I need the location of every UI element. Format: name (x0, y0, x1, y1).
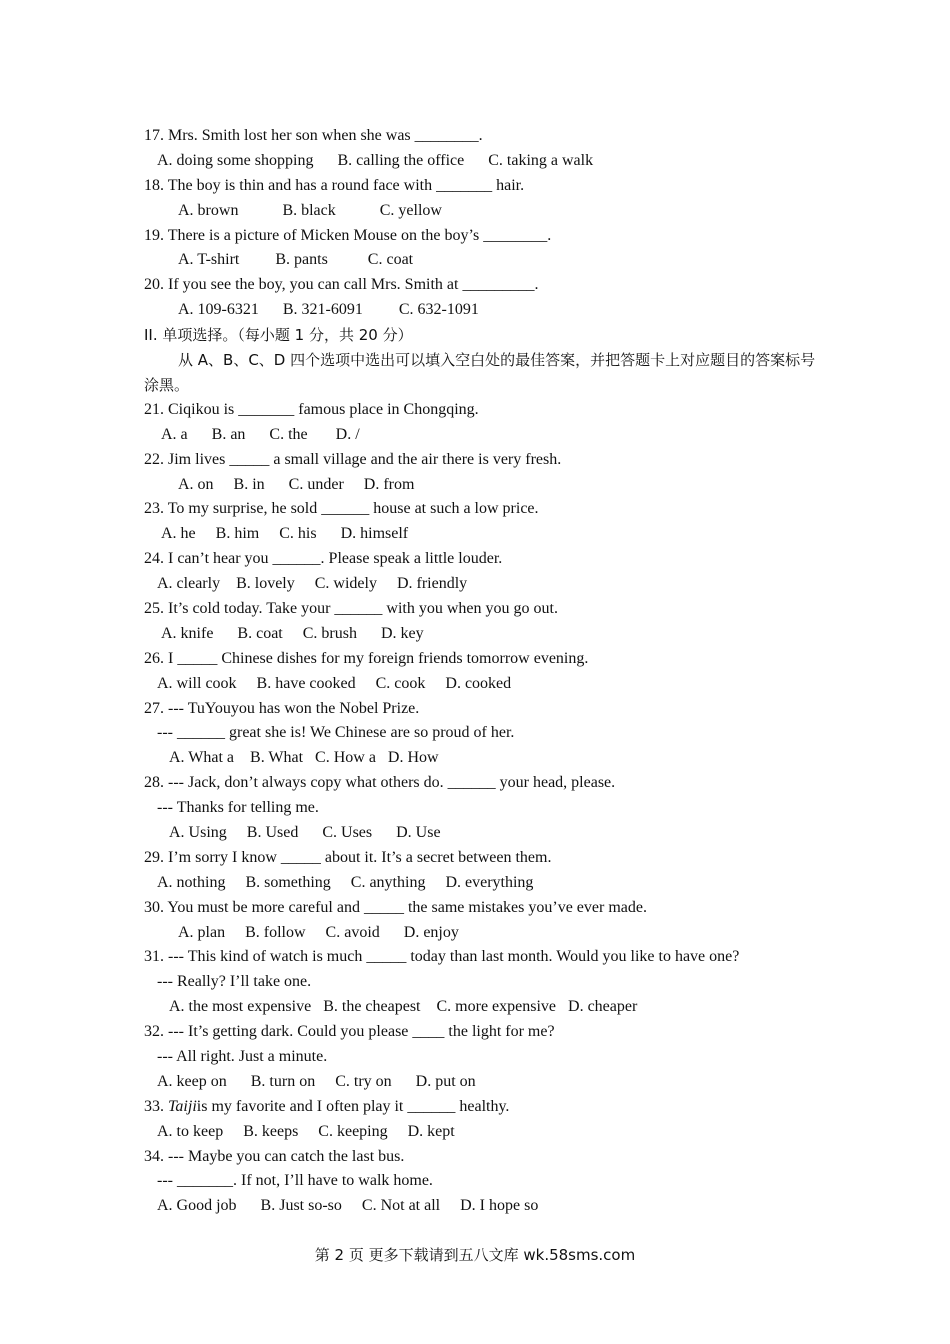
question-25-options: A. knife B. coat C. brush D. key (161, 624, 424, 642)
question-27-dialogue: --- ______ great she is! We Chinese are so proud of her. (157, 724, 515, 742)
question-18: 18. The boy is thin and has a round face with _______ hair. (144, 176, 525, 194)
question-18-options: A. brown B. black C. yellow (178, 201, 442, 219)
question-28-dialogue: --- Thanks for telling me. (157, 799, 319, 817)
question-27-options: A. What a B. What C. How a D. How (169, 749, 439, 767)
question-20: 20. If you see the boy, you can call Mrs. Smith at _________. (144, 276, 539, 294)
question-26: 26. I _____ Chinese dishes for my foreign friends tomorrow evening. (144, 649, 589, 667)
question-21: 21. Ciqikou is _______ famous place in Chongqing. (144, 400, 479, 418)
section-instruction: 从 A、B、C、D 四个选项中选出可以填入空白处的最佳答案，并把答题卡上对应题目的答案标号涂黑。 (144, 351, 816, 394)
question-32-options: A. keep on B. turn on C. try on D. put on (157, 1072, 476, 1090)
question-26-options: A. will cook B. have cooked C. cook D. cooked (157, 674, 512, 692)
question-31-options: A. the most expensive B. the cheapest C. more expensive D. cheaper (169, 998, 638, 1016)
question-31-dialogue: --- Really? I’ll take one. (157, 973, 312, 991)
question-29: 29. I’m sorry I know _____ about it. It’s a secret between them. (144, 848, 552, 866)
question-20-options: A. 109-6321 B. 321-6091 C. 632-1091 (178, 301, 479, 319)
question-30-options: A. plan B. follow C. avoid D. enjoy (178, 923, 459, 941)
question-34-dialogue: --- _______. If not, I’ll have to walk home. (157, 1172, 433, 1190)
question-30: 30. You must be more careful and _____ the same mistakes you’ve ever made. (144, 898, 647, 916)
question-34-options: A. Good job B. Just so-so C. Not at all D. I hope so (157, 1197, 539, 1215)
question-23: 23. To my surprise, he sold ______ house at such a low price. (144, 500, 539, 518)
question-23-options: A. he B. him C. his D. himself (161, 525, 409, 543)
question-27: 27. --- TuYouyou has won the Nobel Prize. (144, 699, 420, 717)
question-25: 25. It’s cold today. Take your ______ with you when you go out. (144, 599, 558, 617)
question-33-italic-term: Taiji (168, 1097, 197, 1115)
question-19: 19. There is a picture of Micken Mouse on the boy’s ________. (144, 226, 552, 244)
question-21-options: A. a B. an C. the D. / (161, 425, 360, 443)
question-28: 28. --- Jack, don’t always copy what others do. ______ your head, please. (144, 774, 616, 792)
question-17: 17. Mrs. Smith lost her son when she was ________. (144, 127, 483, 144)
question-32-dialogue: --- All right. Just a minute. (157, 1047, 328, 1065)
question-22-options: A. on B. in C. under D. from (178, 475, 415, 493)
section-heading: II. 单项选择。（每小题 1 分，共 20 分） (144, 326, 413, 345)
question-31: 31. --- This kind of watch is much _____ today than last month. Would you like to have one? (144, 948, 740, 966)
question-29-options: A. nothing B. something C. anything D. everything (157, 873, 534, 891)
question-19-options: A. T-shirt B. pants C. coat (178, 251, 414, 269)
question-33 (144, 1095, 824, 1120)
page-footer: 第 2 页 更多下载请到五八文库 wk.58sms.com (314, 1246, 636, 1264)
question-28-options: A. Using B. Used C. Uses D. Use (169, 823, 441, 841)
question-33-text: is my favorite and I often play it ______ healthy. (196, 1097, 510, 1115)
question-34: 34. --- Maybe you can catch the last bus. (144, 1147, 405, 1165)
page-content (144, 124, 824, 1219)
question-22: 22. Jim lives _____ a small village and the air there is very fresh. (144, 450, 562, 468)
question-24: 24. I can’t hear you ______. Please speak a little louder. (144, 550, 503, 568)
question-17-options: A. doing some shopping B. calling the office C. taking a walk (157, 151, 594, 169)
question-33-number: 33. (144, 1097, 168, 1115)
question-32: 32. --- It’s getting dark. Could you please ____ the light for me? (144, 1023, 555, 1041)
question-33-options: A. to keep B. keeps C. keeping D. kept (157, 1122, 455, 1140)
question-24-options: A. clearly B. lovely C. widely D. friendly (157, 575, 468, 593)
